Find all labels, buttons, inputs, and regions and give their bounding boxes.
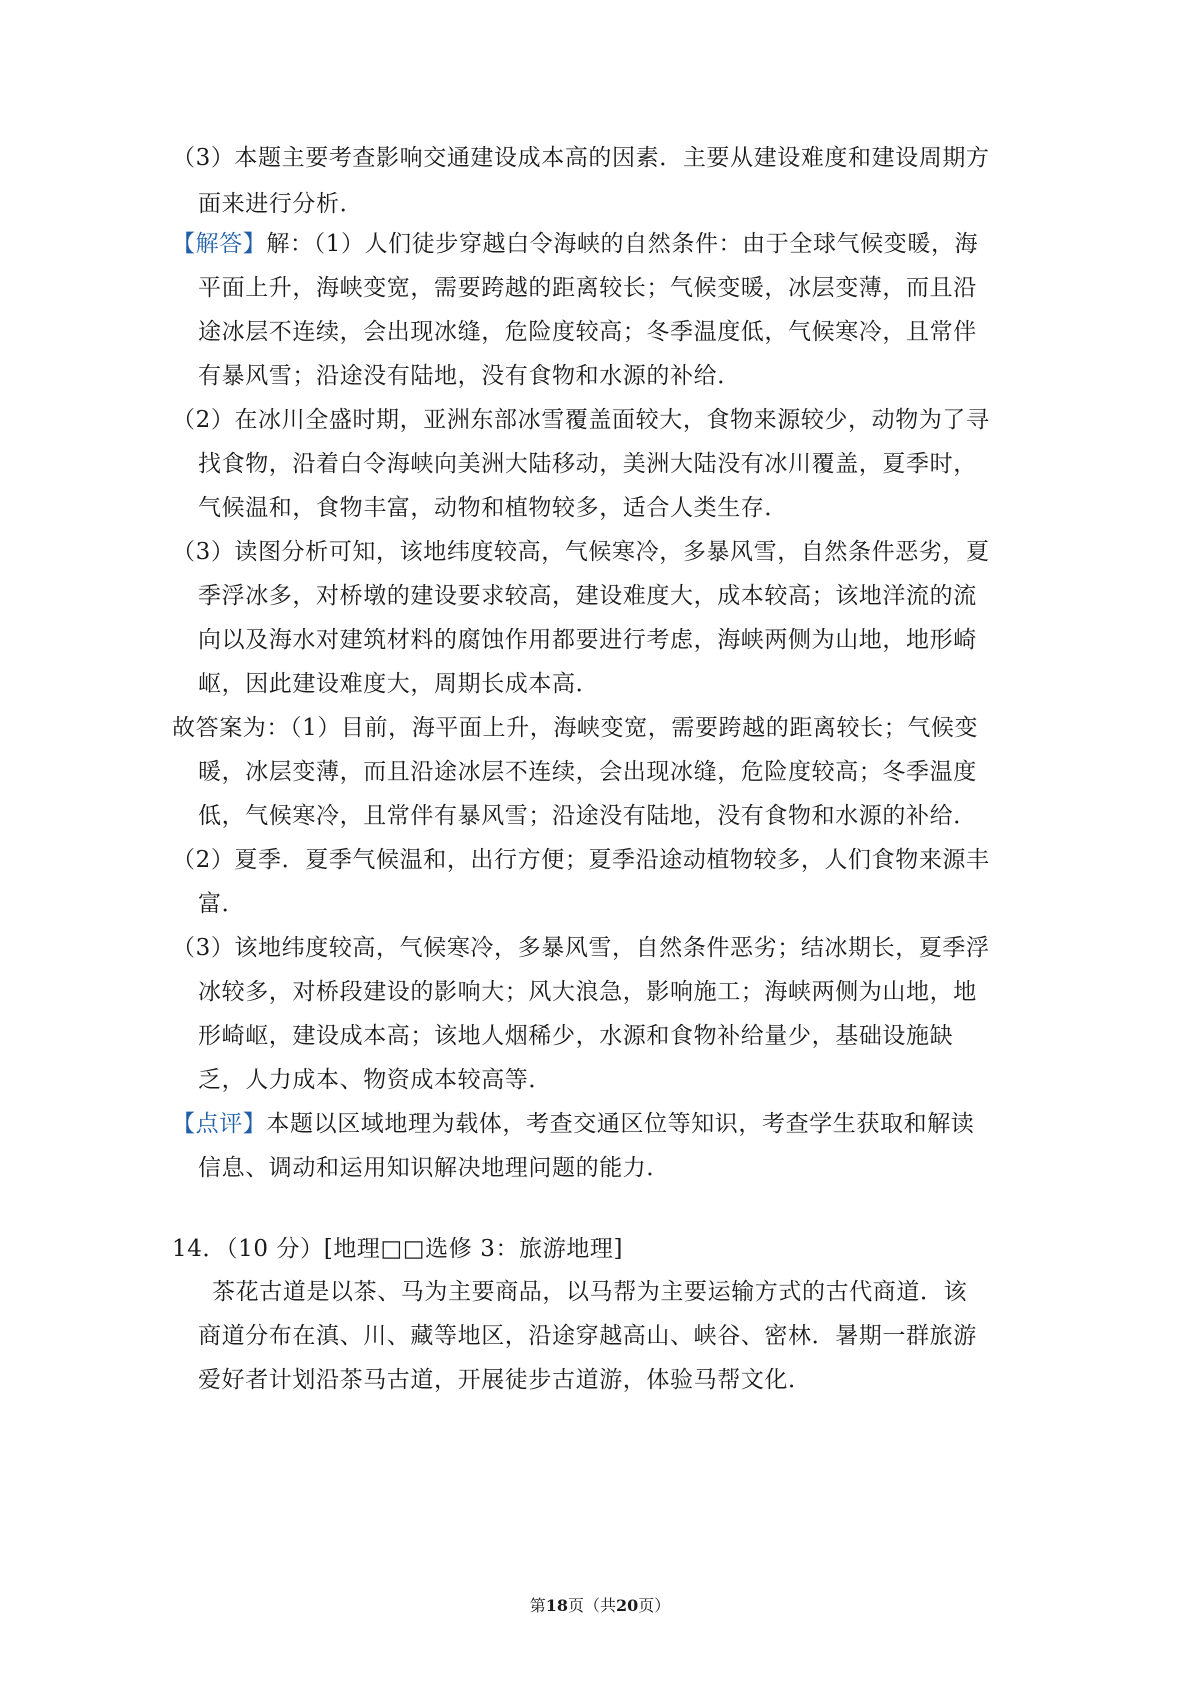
- final-q2-line-2: 富．: [198, 891, 246, 917]
- question-14-line-3: 爱好者计划沿茶马古道，开展徒步古道游，体验马帮文化．: [198, 1367, 812, 1393]
- answer-q1-line-4: 有暴风雪；沿途没有陆地，没有食物和水源的补给．: [198, 363, 741, 389]
- page-footer: [0, 1595, 1200, 1617]
- final-q3-line-3: 形崎岖，建设成本高；该地人烟稀少，水源和食物补给量少，基础设施缺: [198, 1023, 954, 1049]
- question-14-header: 14．（10 分）[地理□□选修 3：旅游地理]: [172, 1236, 624, 1262]
- final-q1-line-1: 故答案为：（1）目前，海平面上升，海峡变宽，需要跨越的距离较长；气候变: [172, 715, 979, 741]
- answer-q3-line-2: 季浮冰多，对桥墩的建设要求较高，建设难度大，成本较高；该地洋流的流: [198, 583, 977, 609]
- footer-total-pages: 20: [616, 1596, 639, 1615]
- answer-q1-line-1: 解：（1）人们徒步穿越白令海峡的自然条件：由于全球气候变暖，海: [266, 231, 979, 257]
- analysis-q3-line-2: 面来进行分析．: [198, 191, 364, 217]
- footer-middle: 页（共: [567, 1596, 616, 1615]
- answer-first-line: [172, 228, 978, 260]
- final-q1-line-2: 暖，冰层变薄，而且沿途冰层不连续，会出现冰缝，危险度较高；冬季温度: [198, 759, 977, 785]
- answer-q2-line-1: （2）在冰川全盛时期，亚洲东部冰雪覆盖面较大，食物来源较少，动物为了寻: [172, 407, 990, 433]
- comment-line-2: 信息、调动和运用知识解决地理问题的能力．: [198, 1155, 670, 1181]
- answer-tag: 【解答】: [172, 231, 267, 257]
- question-14-line-2: 商道分布在滇、川、藏等地区，沿途穿越高山、峡谷、密林．暑期一群旅游: [198, 1323, 977, 1349]
- final-q1-line-3: 低，气候寒冷，且常伴有暴风雪；沿途没有陆地，没有食物和水源的补给．: [198, 803, 977, 829]
- answer-q3-line-4: 岖，因此建设难度大，周期长成本高．: [198, 671, 600, 697]
- final-q2-line-1: （2）夏季．夏季气候温和，出行方便；夏季沿途动植物较多，人们食物来源丰: [172, 847, 990, 873]
- answer-q3-line-3: 向以及海水对建筑材料的腐蚀作用都要进行考虑，海峡两侧为山地，地形崎: [198, 627, 977, 653]
- final-q3-line-4: 乏，人力成本、物资成本较高等．: [198, 1067, 552, 1093]
- question-14-line-1: 茶花古道是以茶、马为主要商品，以马帮为主要运输方式的古代商道．该: [212, 1279, 968, 1305]
- comment-tag: 【点评】: [172, 1111, 267, 1137]
- comment-line-1: 本题以区域地理为载体，考查交通区位等知识，考查学生获取和解读: [266, 1111, 975, 1137]
- answer-q1-line-3: 途冰层不连续，会出现冰缝，危险度较高；冬季温度低，气候寒冷，且常伴: [198, 319, 977, 345]
- footer-suffix: 页）: [638, 1596, 671, 1615]
- answer-q3-line-1: （3）读图分析可知，该地纬度较高，气候寒冷，多暴风雪，自然条件恶劣，夏: [172, 539, 990, 565]
- footer-page-number: 18: [545, 1596, 568, 1615]
- answer-q2-line-2: 找食物，沿着白令海峡向美洲大陆移动，美洲大陆没有冰川覆盖，夏季时，: [198, 451, 977, 477]
- final-q3-line-2: 冰较多，对桥段建设的影响大；风大浪急，影响施工；海峡两侧为山地，地: [198, 979, 977, 1005]
- final-q3-line-1: （3）该地纬度较高，气候寒冷，多暴风雪，自然条件恶劣；结冰期长，夏季浮: [172, 935, 990, 961]
- comment-first-line: [172, 1108, 974, 1140]
- analysis-q3-line-1: （3）本题主要考查影响交通建设成本高的因素．主要从建设难度和建设周期方: [172, 145, 990, 171]
- answer-q2-line-3: 气候温和，食物丰富，动物和植物较多，适合人类生存．: [198, 495, 788, 521]
- answer-q1-line-2: 平面上升，海峡变宽，需要跨越的距离较长；气候变暖，冰层变薄，而且沿: [198, 275, 977, 301]
- footer-prefix: 第: [529, 1596, 546, 1615]
